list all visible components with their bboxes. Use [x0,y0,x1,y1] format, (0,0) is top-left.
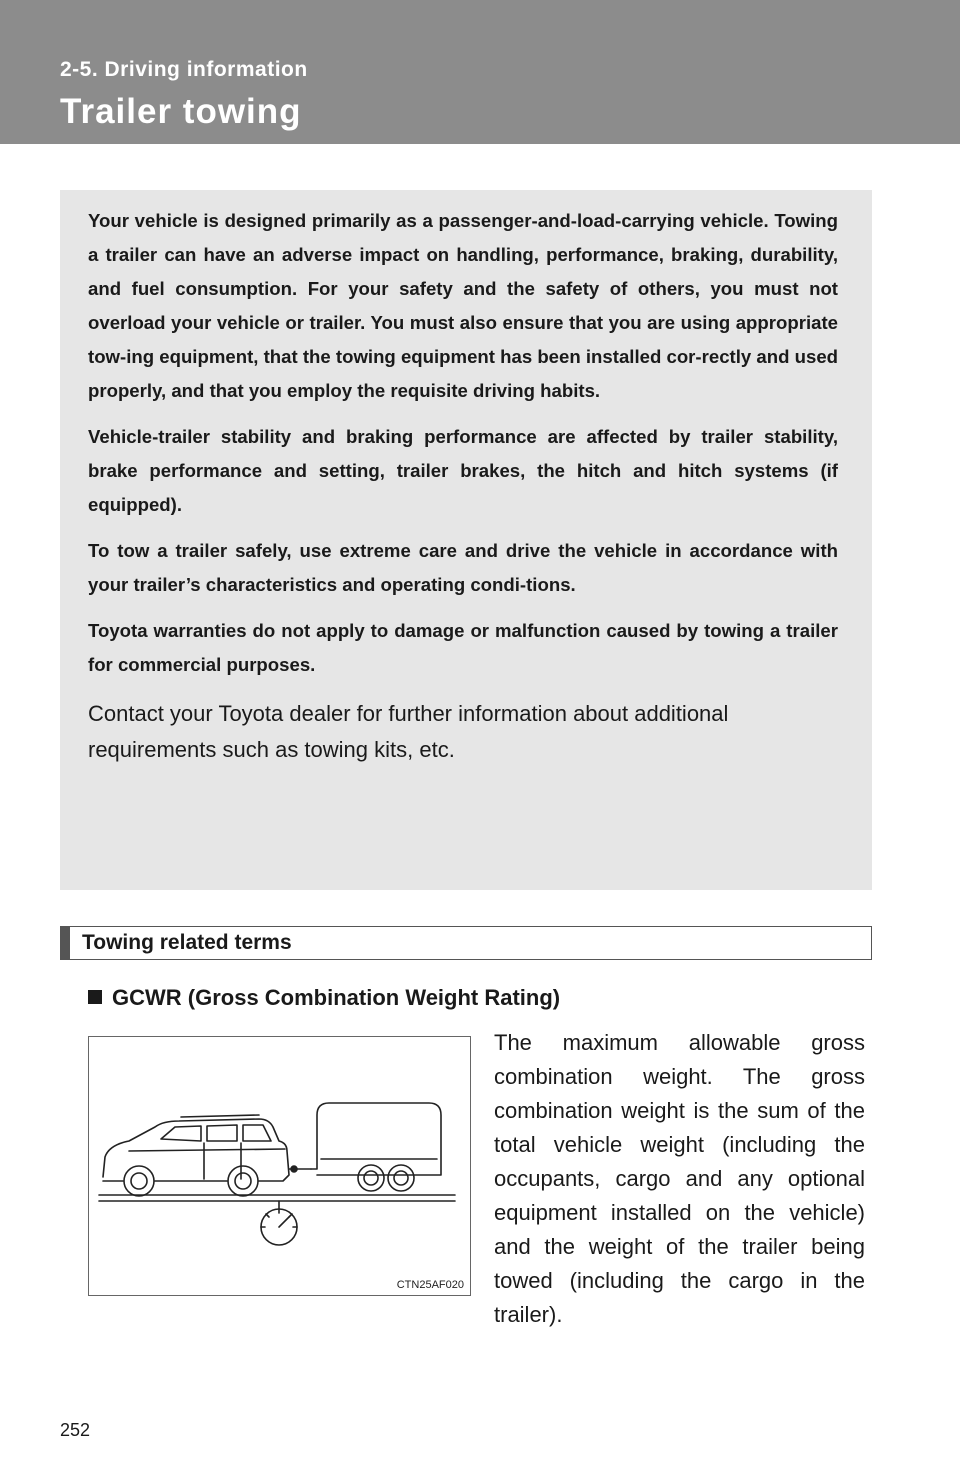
section-heading: Towing related terms [60,926,872,960]
page-number: 252 [60,1420,91,1440]
bullet-square-icon [88,990,102,1004]
page-header [0,0,960,144]
term-description: The maximum allowable gross combination weight. The gross combination weight is the sum of the total vehicle weight (including the occupants, cargo and any optional equipment installed on the vehicle) and the weight of the trailer being towed (including the cargo in the trailer). [494,1030,865,1327]
term-heading [88,985,560,1011]
car-trailer-scale-icon [89,1037,470,1295]
page-title: Trailer towing [60,92,302,131]
gcwr-illustration [88,1036,471,1296]
intro-paragraph-2: Vehicle-trailer stability and braking performance are affected by trailer stability, brake performance and setting, trailer brakes, the hitch and hitch systems (if equipped). [88,426,838,515]
image-code: CTN25AF020 [396,1279,464,1291]
term-label: GCWR (Gross Combination Weight Rating) [112,985,561,1010]
intro-paragraph-3: To tow a trailer safely, use extreme care and drive the vehicle in accordance with your trailer’s characteristics and operating condi-tions. [88,540,838,595]
intro-paragraph-1: Your vehicle is designed primarily as a passenger-and-load-carrying vehicle. Towing a trailer can have an adverse impact on handling, performance, braking, durability, and fuel consumption. For your safety and the safety of others, you must not overload your vehicle or trailer. You must also ensure that you are using appropriate tow-ing equipment, that the towing equipment has been installed cor-rectly and used properly, and that you employ the requisite driving habits. [88,210,839,401]
section-label: 2-5. Driving information [60,58,308,81]
intro-box [60,190,872,890]
intro-paragraph-5: Contact your Toyota dealer for further information about additional requirements such as towing kits, etc. [88,701,729,762]
intro-paragraph-4: Toyota warranties do not apply to damage or malfunction caused by towing a trailer for commercial purposes. [88,620,838,675]
